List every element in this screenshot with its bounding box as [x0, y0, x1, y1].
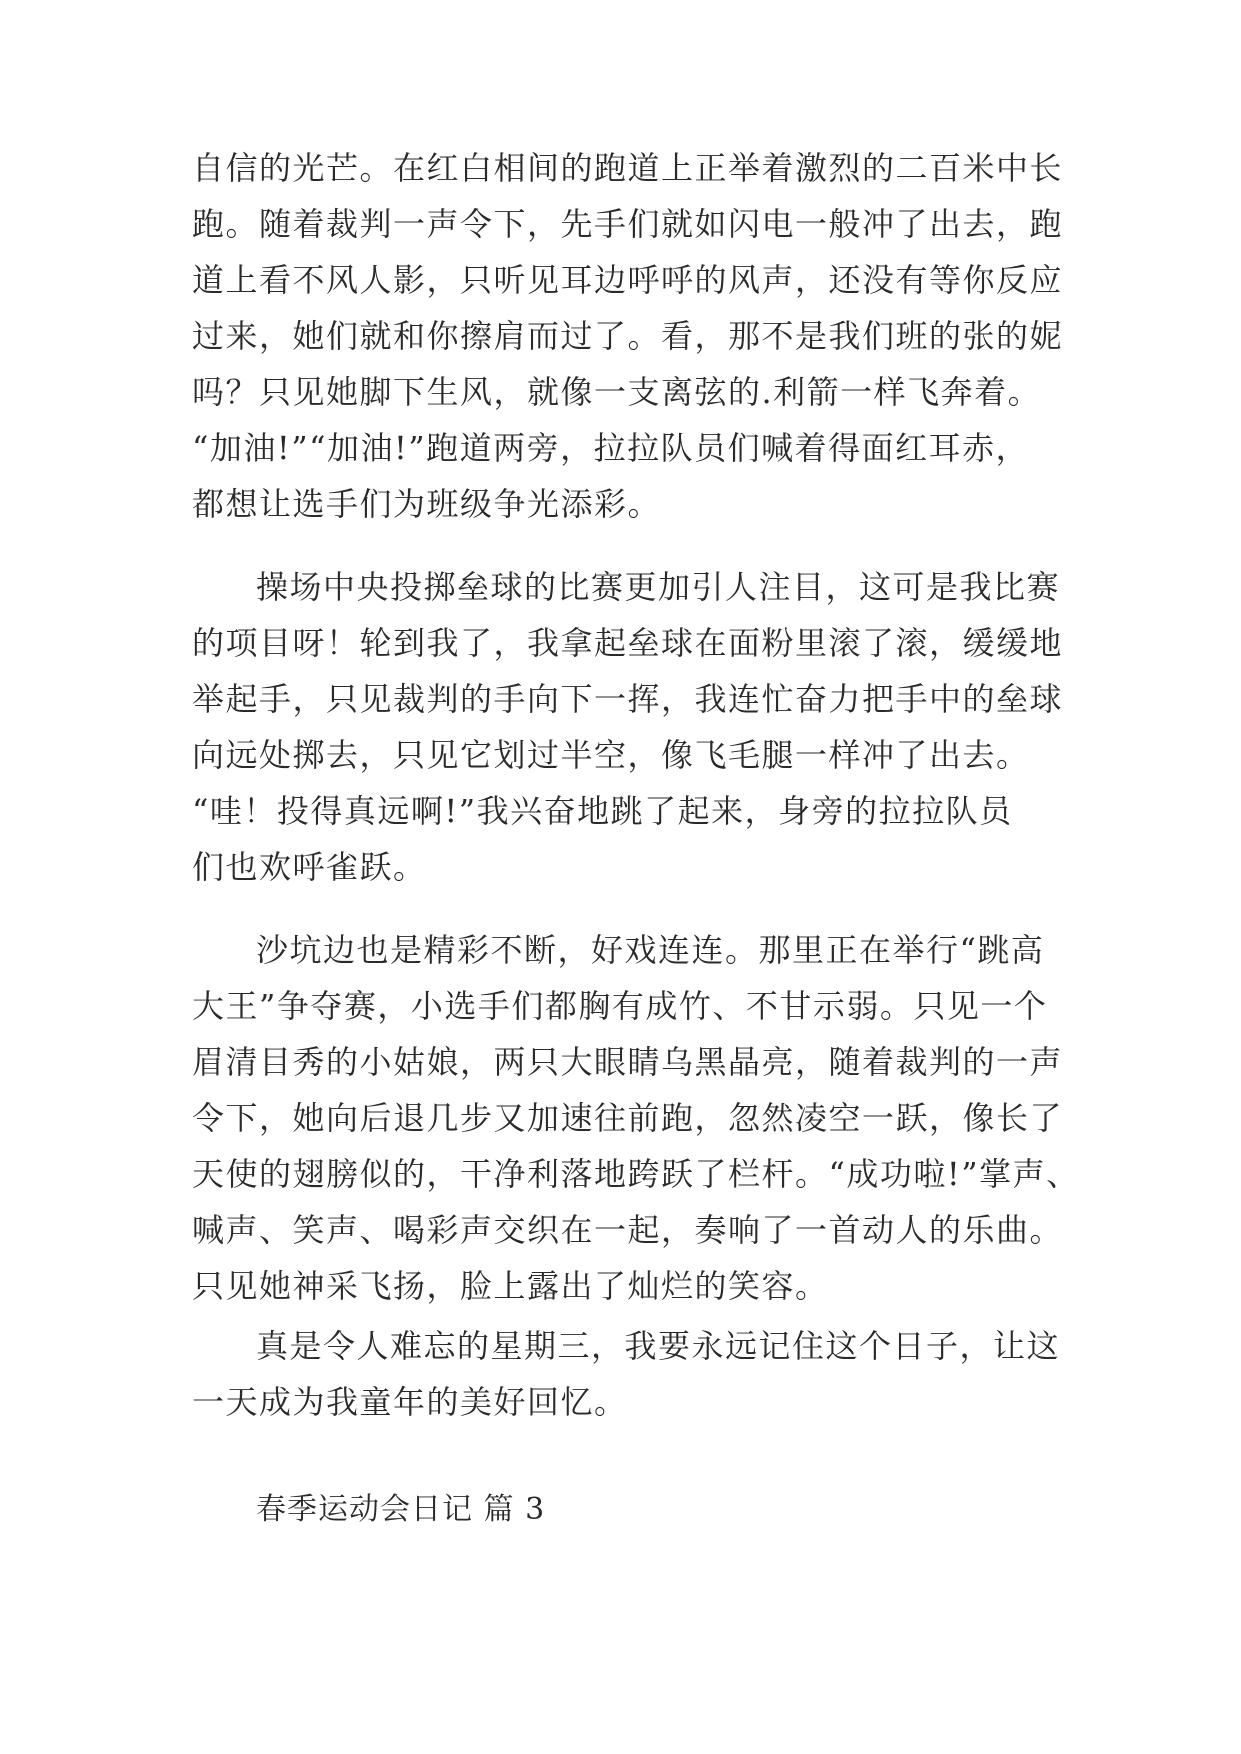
text-line: 一天成为我童年的美好回忆。: [192, 1383, 628, 1421]
text-line: 举起手，只见裁判的手向下一挥，我连忙奋力把手中的垒球: [192, 680, 1064, 718]
text-line: 只见她神采飞扬，脸上露出了灿烂的笑容。: [192, 1267, 829, 1305]
text-line: 眉清目秀的小姑娘，两只大眼睛乌黑晶亮，随着裁判的一声: [192, 1043, 1064, 1081]
text-line: 自信的光芒。在红白相间的跑道上正举着激烈的二百米中长: [192, 149, 1064, 187]
text-line: 们也欢呼雀跃。: [192, 848, 427, 886]
text-line: “加油!”“加油!”跑道两旁，拉拉队员们喊着得面红耳赤，: [192, 429, 1030, 467]
text-line: 吗？只见她脚下生风，就像一支离弦的.利箭一样飞奔着。: [192, 373, 1042, 411]
text-line: 都想让选手们为班级争光添彩。: [192, 485, 662, 523]
text-line: “哇！投得真远啊!”我兴奋地跳了起来，身旁的拉拉队员: [192, 792, 1013, 830]
section-heading: 春季运动会日记 篇 3: [256, 1492, 546, 1527]
text-line: 沙坑边也是精彩不断，好戏连连。那里正在举行“跳高: [256, 931, 1045, 969]
text-line: 喊声、笑声、喝彩声交织在一起，奏响了一首动人的乐曲。: [192, 1211, 1064, 1249]
text-line: 跑。随着裁判一声令下，先手们就如闪电一般冲了出去，跑: [192, 205, 1064, 243]
text-line: 令下，她向后退几步又加速往前跑，忽然凌空一跃，像长了: [192, 1099, 1064, 1137]
text-line: 大王”争夺赛，小选手们都胸有成竹、不甘示弱。只见一个: [192, 987, 1048, 1025]
text-line: 的项目呀！轮到我了，我拿起垒球在面粉里滚了滚，缓缓地: [192, 624, 1064, 662]
text-line: 真是令人难忘的星期三，我要永远记住这个日子，让这: [256, 1327, 1061, 1365]
text-line: 道上看不风人影，只听见耳边呼呼的风声，还没有等你反应: [192, 261, 1064, 299]
text-line: 操场中央投掷垒球的比赛更加引人注目，这可是我比赛: [256, 568, 1061, 606]
text-line: 向远处掷去，只见它划过半空，像飞毛腿一样冲了出去。: [192, 736, 1030, 774]
text-line: 过来，她们就和你擦肩而过了。看，那不是我们班的张的妮: [192, 317, 1064, 355]
text-line: 天使的翅膀似的，干净利落地跨跃了栏杆。“成功啦!”掌声、: [192, 1155, 1080, 1193]
